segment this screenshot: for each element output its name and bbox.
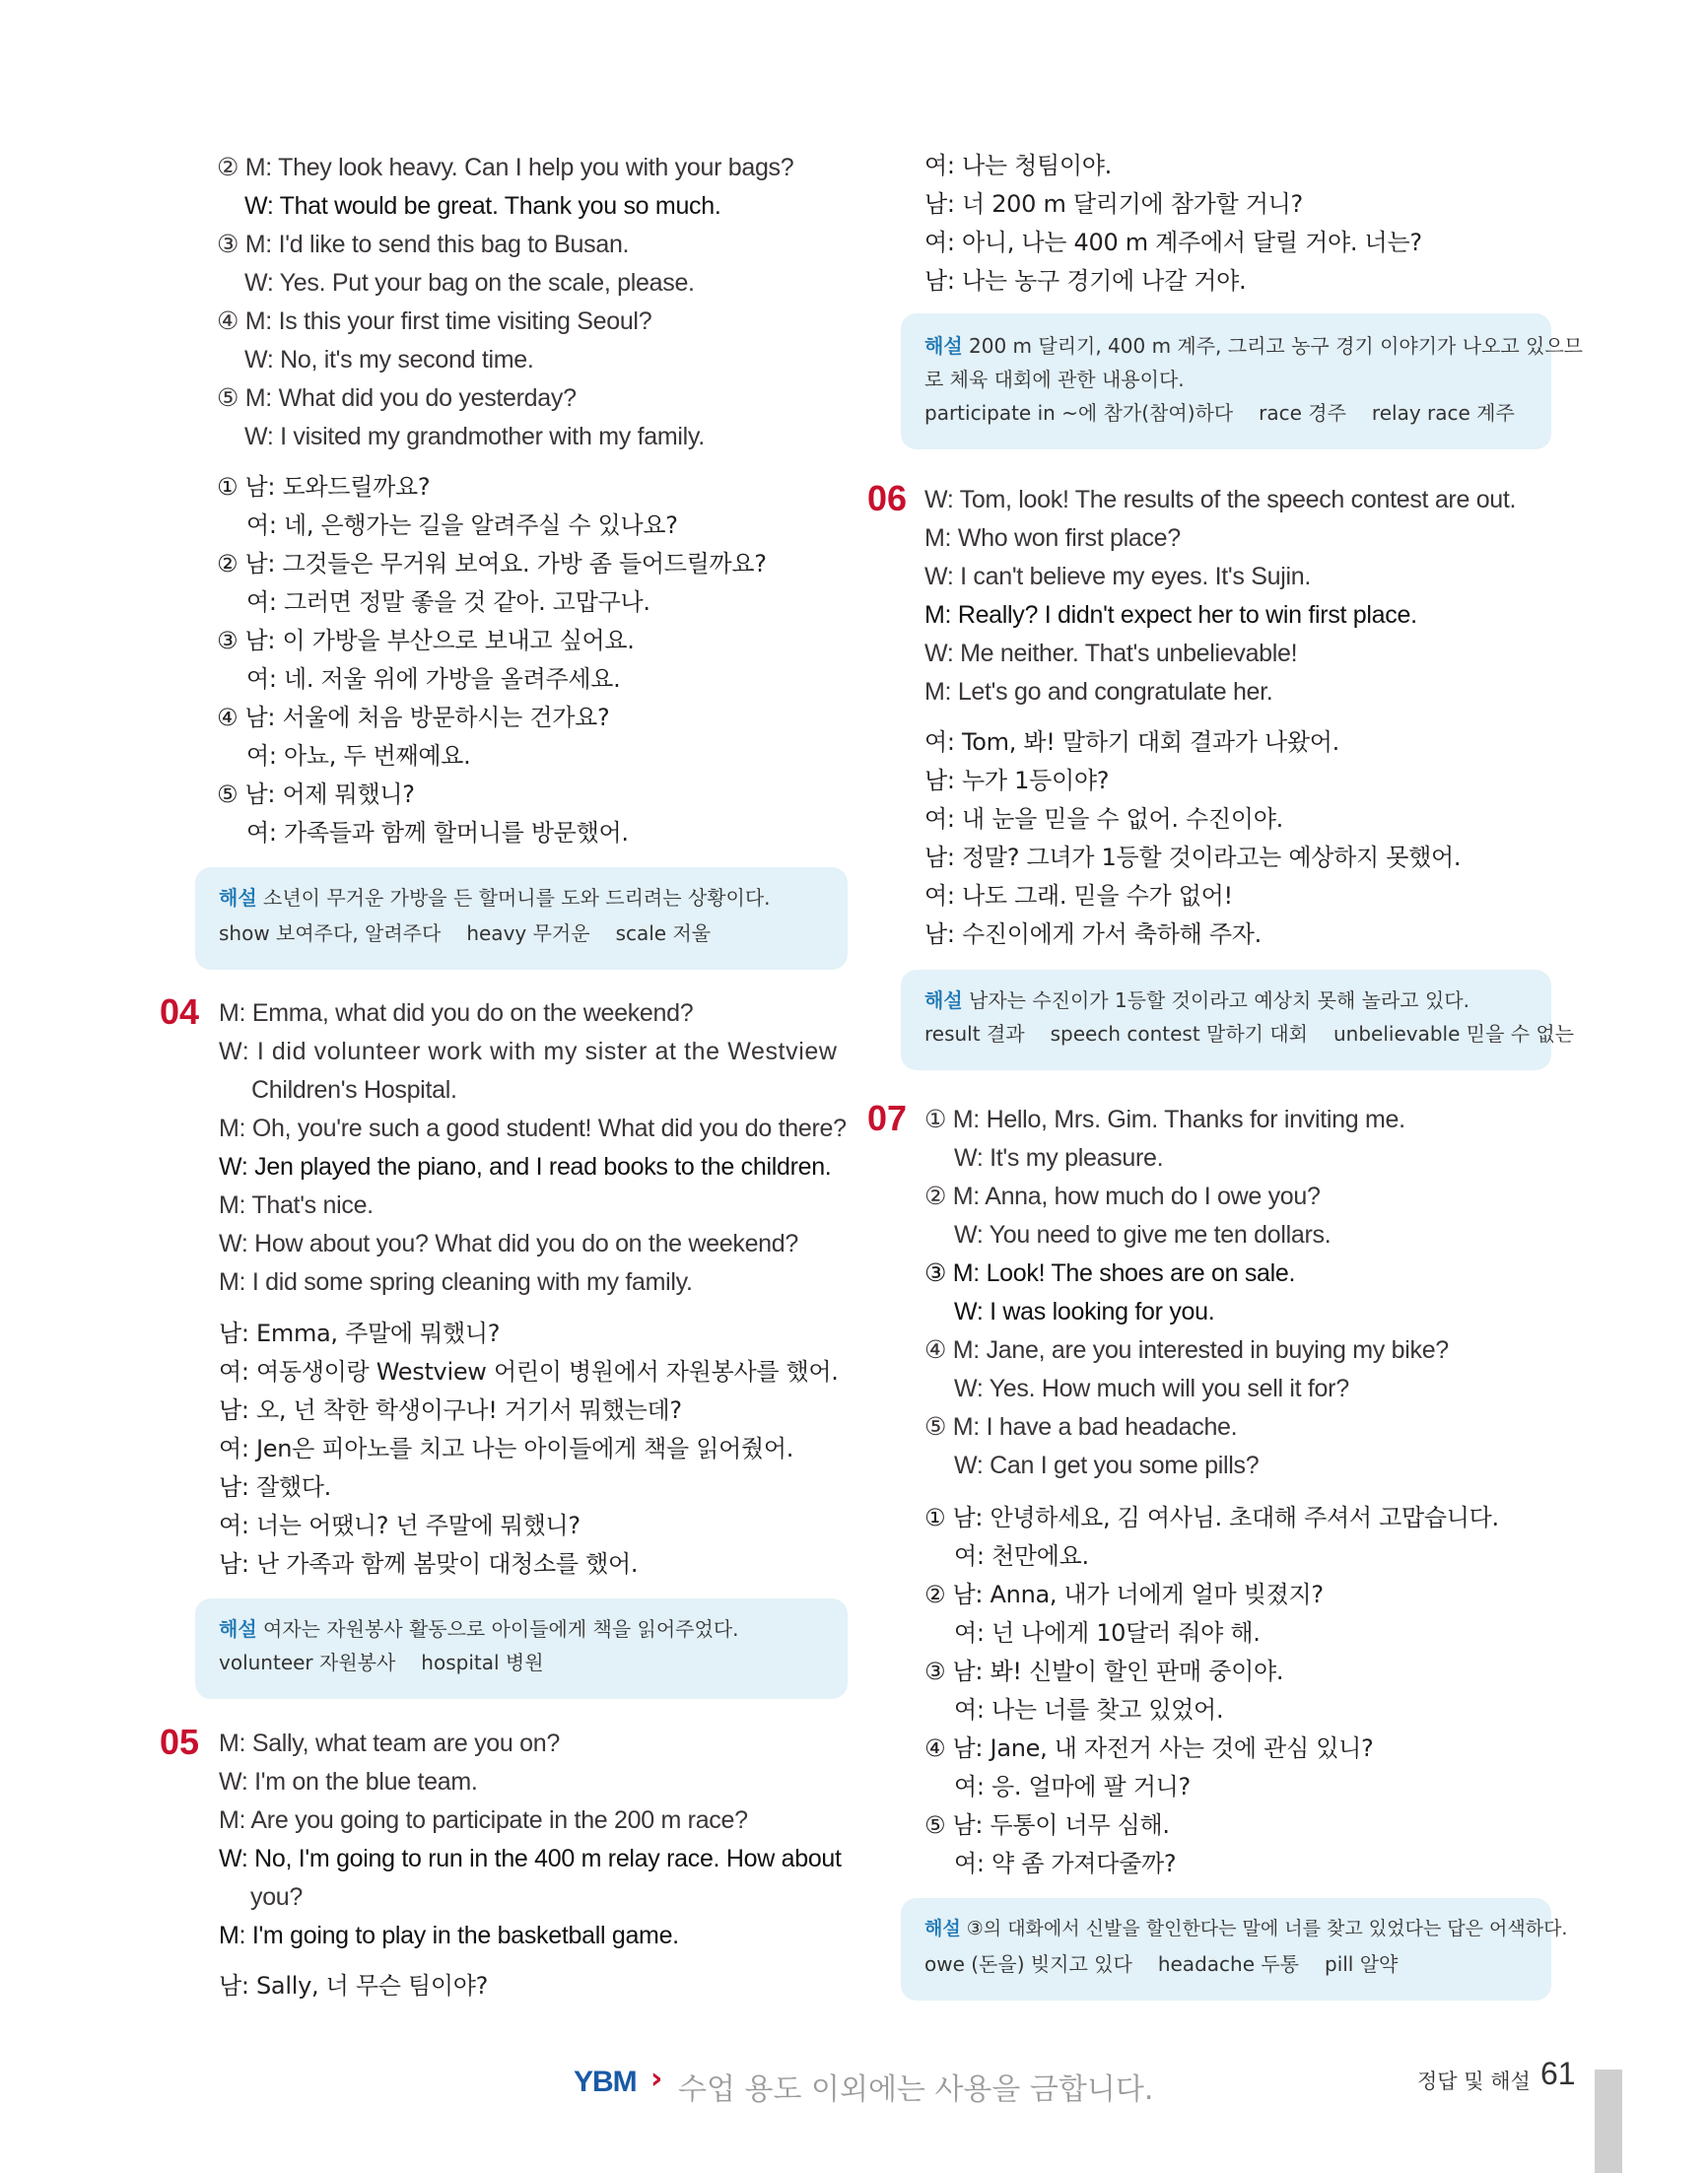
dialogue-line: M: Emma, what did you do on the weekend? bbox=[219, 999, 694, 1027]
page-number: 61 bbox=[1540, 2056, 1576, 2091]
explanation-label: 해설 bbox=[924, 334, 963, 358]
dialogue-line: you? bbox=[250, 1883, 304, 1911]
vocab-list: owe (돈을) 빚지고 있다 headache 두통 pill 알약 bbox=[924, 1952, 1399, 1976]
translation-line: ④ 남: Jane, 내 자전거 사는 것에 관심 있니? bbox=[924, 1734, 1374, 1762]
dialogue-line: ① M: Hello, Mrs. Gim. Thanks for inviting me. bbox=[924, 1106, 1405, 1133]
dialogue-line: M: Let's go and congratulate her. bbox=[924, 678, 1273, 706]
dialogue-line: ④ M: Is this your first time visiting Seoul? bbox=[217, 307, 652, 335]
usage-notice: 수업 용도 이외에는 사용을 금합니다. bbox=[678, 2072, 1154, 2107]
dialogue-line: Children's Hospital. bbox=[251, 1076, 457, 1104]
dialogue-line: M: Who won first place? bbox=[924, 524, 1181, 552]
translation-line: 남: 너 200 m 달리기에 참가할 거니? bbox=[924, 190, 1303, 218]
dialogue-line: W: Me neither. That's unbelievable! bbox=[924, 640, 1298, 667]
translation-line: 여: 여동생이랑 Westview 어린이 병원에서 자원봉사를 했어. bbox=[219, 1358, 839, 1386]
explanation-text: 해설 200 m 달리기, 400 m 계주, 그리고 농구 경기 이야기가 나오고 있으므 bbox=[924, 334, 1583, 358]
translation-line: 여: 나는 청팀이야. bbox=[924, 152, 1112, 179]
dialogue-line: W: Can I get you some pills? bbox=[954, 1452, 1260, 1479]
explanation-box bbox=[901, 313, 1583, 449]
translation-line: 여: Jen은 피아노를 치고 나는 아이들에게 책을 읽어줬어. bbox=[219, 1435, 794, 1462]
dialogue-line: ⑤ M: I have a bad headache. bbox=[924, 1413, 1238, 1441]
dialogue-line: W: No, it's my second time. bbox=[244, 346, 534, 373]
dialogue-line: ④ M: Jane, are you interested in buying my bike? bbox=[924, 1336, 1449, 1364]
question-number: 07 bbox=[867, 1098, 908, 1138]
translation-line: 남: 정말? 그녀가 1등할 것이라고는 예상하지 못했어. bbox=[924, 844, 1462, 871]
translation-line: 여: 아니, 나는 400 m 계주에서 달릴 거야. 너는? bbox=[924, 229, 1422, 256]
dialogue-line: W: I did volunteer work with my sister at the Westview bbox=[219, 1038, 838, 1065]
page-edge-tab bbox=[1595, 2070, 1622, 2173]
chevron-right-icon: › bbox=[650, 2062, 663, 2096]
explanation-box bbox=[195, 1598, 848, 1699]
translation-line: 남: 잘했다. bbox=[219, 1473, 331, 1501]
dialogue-line: M: Are you going to participate in the 200 m race? bbox=[219, 1806, 748, 1834]
translation-line: 여: 나는 너를 찾고 있었어. bbox=[954, 1696, 1224, 1724]
translation-line: 남: Sally, 너 무슨 팀이야? bbox=[219, 1972, 489, 2000]
dialogue-line: W: Yes. How much will you sell it for? bbox=[954, 1375, 1349, 1402]
dialogue-line: W: It's my pleasure. bbox=[954, 1144, 1164, 1172]
question-number: 04 bbox=[160, 991, 200, 1032]
explanation-text: 해설 여자는 자원봉사 활동으로 아이들에게 책을 읽어주었다. bbox=[219, 1617, 739, 1641]
translation-line: ⑤ 남: 두통이 너무 심해. bbox=[924, 1811, 1170, 1839]
dialogue-line: ② M: They look heavy. Can I help you with your bags? bbox=[217, 154, 794, 181]
translation-line: 여: 나도 그래. 믿을 수가 없어! bbox=[924, 882, 1233, 910]
translation-line: 여: 아뇨, 두 번째예요. bbox=[246, 742, 471, 770]
translation-line: 여: 네, 은행가는 길을 알려주실 수 있나요? bbox=[246, 511, 678, 539]
dialogue-line: W: I'm on the blue team. bbox=[219, 1768, 478, 1796]
translation-line: ② 남: 그것들은 무거워 보여요. 가방 좀 들어드릴까요? bbox=[217, 550, 767, 577]
explanation-box bbox=[901, 1898, 1568, 2001]
dialogue-line: W: I visited my grandmother with my family. bbox=[244, 423, 705, 450]
translation-line: 남: 나는 농구 경기에 나갈 거야. bbox=[924, 267, 1247, 295]
dialogue-line: ③ M: Look! The shoes are on sale. bbox=[924, 1259, 1296, 1287]
translation-line: 여: 너는 어땠니? 넌 주말에 뭐했니? bbox=[219, 1512, 581, 1539]
translation-line: 여: 응. 얼마에 팔 거니? bbox=[954, 1773, 1191, 1800]
dialogue-line: W: No, I'm going to run in the 400 m relay race. How about bbox=[219, 1845, 842, 1872]
translation-line: 남: 난 가족과 함께 봄맞이 대청소를 했어. bbox=[219, 1550, 639, 1578]
translation-line: 남: 누가 1등이야? bbox=[924, 767, 1110, 794]
dialogue-line: ② M: Anna, how much do I owe you? bbox=[924, 1183, 1321, 1210]
vocab-list: result 결과 speech contest 말하기 대회 unbelievable 믿을 수 없는 bbox=[924, 1022, 1575, 1046]
dialogue-line: W: I was looking for you. bbox=[954, 1298, 1215, 1325]
explanation-box bbox=[901, 970, 1575, 1070]
explanation-label: 해설 bbox=[219, 1617, 257, 1641]
brand-logo: YBM bbox=[574, 2066, 637, 2098]
dialogue-line: M: That's nice. bbox=[219, 1191, 374, 1219]
translation-line: 여: 가족들과 함께 할머니를 방문했어. bbox=[246, 819, 629, 847]
translation-line: 남: 수진이에게 가서 축하해 주자. bbox=[924, 920, 1262, 948]
explanation-label: 해설 bbox=[219, 886, 257, 910]
translation-line: 남: 오, 넌 착한 학생이구나! 거기서 뭐했는데? bbox=[219, 1396, 682, 1424]
vocab-list: volunteer 자원봉사 hospital 병원 bbox=[219, 1651, 544, 1674]
question-number: 05 bbox=[160, 1722, 200, 1762]
translation-line: 여: 넌 나에게 10달러 줘야 해. bbox=[954, 1619, 1261, 1647]
translation-line: 여: 그러면 정말 좋을 것 같아. 고맙구나. bbox=[246, 588, 650, 616]
translation-line: 여: 약 좀 가져다줄까? bbox=[954, 1850, 1177, 1877]
translation-line: ① 남: 도와드릴까요? bbox=[217, 473, 431, 501]
dialogue-line: M: Really? I didn't expect her to win first place. bbox=[924, 601, 1417, 629]
explanation-text: 해설 남자는 수진이가 1등할 것이라고 예상치 못해 놀라고 있다. bbox=[924, 988, 1469, 1012]
translation-line: ③ 남: 이 가방을 부산으로 보내고 싶어요. bbox=[217, 627, 635, 654]
vocab-list: show 보여주다, 알려주다 heavy 무거운 scale 저울 bbox=[219, 921, 712, 945]
section-label: 정답 및 해설 bbox=[1417, 2070, 1531, 2093]
translation-line: ④ 남: 서울에 처음 방문하시는 건가요? bbox=[217, 704, 610, 731]
dialogue-line: W: Tom, look! The results of the speech contest are out. bbox=[924, 486, 1517, 513]
translation-line: 남: Emma, 주말에 뭐했니? bbox=[219, 1320, 501, 1347]
translation-line: ① 남: 안녕하세요, 김 여사님. 초대해 주셔서 고맙습니다. bbox=[924, 1504, 1499, 1531]
dialogue-line: W: I can't believe my eyes. It's Sujin. bbox=[924, 563, 1311, 590]
dialogue-line: M: Sally, what team are you on? bbox=[219, 1730, 560, 1757]
dialogue-line: M: Oh, you're such a good student! What did you do there? bbox=[219, 1115, 847, 1142]
dialogue-line: M: I did some spring cleaning with my family. bbox=[219, 1268, 693, 1296]
dialogue-line: W: That would be great. Thank you so much. bbox=[244, 192, 721, 220]
explanation-text: 해설 소년이 무거운 가방을 든 할머니를 도와 드리려는 상황이다. bbox=[219, 886, 771, 910]
translation-line: ② 남: Anna, 내가 너에게 얼마 빚졌지? bbox=[924, 1581, 1324, 1608]
translation-line: 여: 네. 저울 위에 가방을 올려주세요. bbox=[246, 665, 621, 693]
dialogue-line: W: Yes. Put your bag on the scale, please. bbox=[244, 269, 695, 297]
question-number: 06 bbox=[867, 478, 908, 518]
dialogue-line: W: Jen played the piano, and I read books to the children. bbox=[219, 1153, 832, 1181]
translation-line: ⑤ 남: 어제 뭐했니? bbox=[217, 781, 415, 808]
translation-line: ③ 남: 봐! 신발이 할인 판매 중이야. bbox=[924, 1658, 1284, 1685]
dialogue-line: ③ M: I'd like to send this bag to Busan. bbox=[217, 231, 630, 258]
explanation-text: 해설 ③의 대화에서 신발을 할인한다는 말에 너를 찾고 있었다는 답은 어색하다. bbox=[924, 1918, 1568, 1939]
explanation-text: 로 체육 대회에 관한 내용이다. bbox=[924, 368, 1185, 391]
vocab-list: participate in ~에 참가(참여)하다 race 경주 relay race 계주 bbox=[924, 401, 1515, 425]
translation-line: 여: Tom, 봐! 말하기 대회 결과가 나왔어. bbox=[924, 728, 1339, 756]
translation-line: 여: 내 눈을 믿을 수 없어. 수진이야. bbox=[924, 805, 1283, 833]
dialogue-line: W: How about you? What did you do on the weekend? bbox=[219, 1230, 798, 1257]
dialogue-line: M: I'm going to play in the basketball game. bbox=[219, 1922, 679, 1949]
dialogue-line: W: You need to give me ten dollars. bbox=[954, 1221, 1332, 1249]
explanation-label: 해설 bbox=[924, 1918, 961, 1939]
explanation-box bbox=[195, 867, 848, 970]
dialogue-line: ⑤ M: What did you do yesterday? bbox=[217, 384, 577, 412]
translation-line: 여: 천만에요. bbox=[954, 1542, 1089, 1570]
explanation-label: 해설 bbox=[924, 988, 963, 1012]
